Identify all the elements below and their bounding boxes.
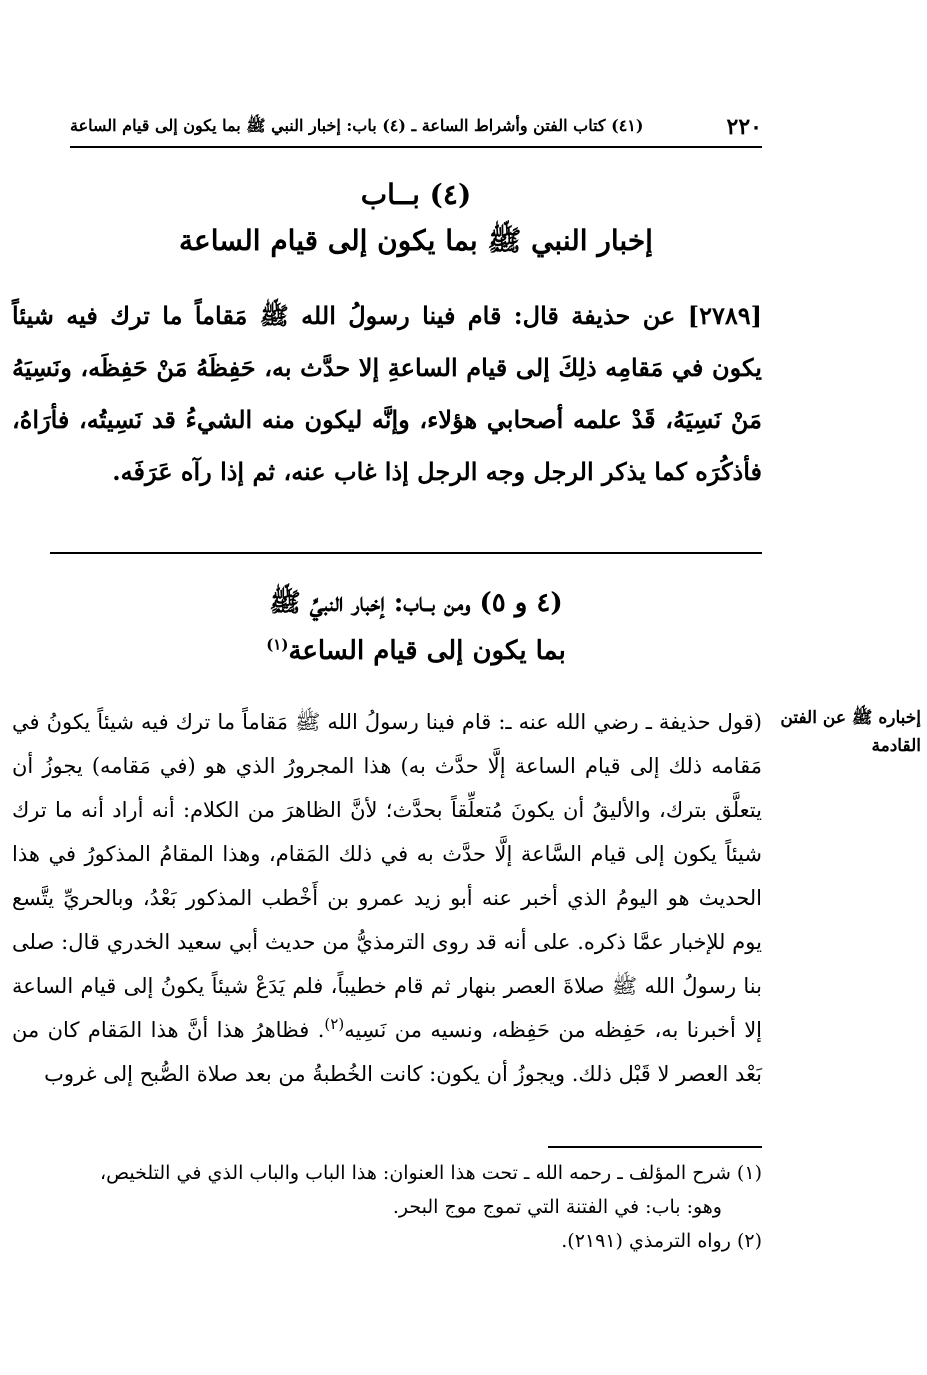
chapter-number: (٤) بــاب (360, 178, 472, 211)
commentary-body: (قول حذيفة ـ رضي الله عنه ـ: قام فينا رسولُ الله ﷺ مَقاماً ما ترك فيه شيئاً يكونُ في مَقامه ذلك إلى قيام الساعة إلَّا حدَّث به) هذا المجرورُ الذي هو (في مَقامه) يجوزُ أن يتعلَّق بترك، والأليقُ أن يكونَ مُتعلِّقاً بحدَّث؛ لأنَّ الظاهرَ من الكلام: أنه أراد أنه ما ترك شيئاً يكون إلى قيام السَّاعة إلَّا حدَّث به في ذلك المَقام، وهذا المقامُ المذكورُ في هذا الحديث هو اليومُ الذي أخبر عنه أبو زيد عمرو بن أَخْطب المذكور بَعْدُ، وبالحريِّ يتَّسع يوم للإخبار عمَّا ذكره. على أنه قد روى الترمذيُّ من حديث أبي سعيد الخدري قال: صلى بنا رسولُ الله ﷺ صلاةَ العصر بنهار ثم قام خطيباً، فلم يَدَعْ شيئاً يكونُ إلى قيام الساعة إلا أخبرنا به، حَفِظه من حَفِظه، ونسيه من نَسِيه (12, 710, 763, 1042)
footnotes (12, 1156, 762, 1258)
commentary-text (12, 700, 762, 1096)
header-rule (70, 146, 762, 148)
commentary-tail: . فظاهرُ هذا أنَّ هذا المَقام كان من بَعْد العصر لا قَبْل ذلك. ويجوزُ أن يكون: كانت الخُطبةُ من بعد صلاة الصُّبح إلى غروب (12, 1018, 762, 1086)
footnote-1-line2: وهو: باب: في الفتنة التي تموج موج البحر. (392, 1196, 722, 1218)
running-head-title: (٤١) كتاب الفتن وأشراط الساعة ـ (٤) باب: إخبار النبي ﷺ بما يكون إلى قيام الساعة (70, 115, 644, 135)
page-number: ٢٢٠ (726, 114, 762, 140)
commentary-title-text: بما يكون إلى قيام الساعة (288, 636, 566, 666)
chapter-title: إخبار النبي ﷺ بما يكون إلى قيام الساعة (179, 224, 653, 257)
footnote-1-line1: (١) شرح المؤلف ـ رحمه الله ـ تحت هذا العنوان: هذا الباب والباب الذي في التلخيص، (99, 1162, 762, 1184)
footnote-ref-2: (٢) (324, 1015, 345, 1033)
footnote-2: (٢) رواه الترمذي (٢١٩١). (561, 1230, 762, 1252)
running-head (70, 112, 762, 142)
margin-note: إخباره ﷺ عن الفتن القادمة (780, 708, 921, 756)
section-divider (50, 552, 762, 554)
footnote-ref-1: (١) (266, 635, 289, 654)
hadith-text: [٢٧٨٩] عن حذيفة قال: قام فينا رسولُ الله ﷺ مَقاماً ما ترك فيه شيئاً يكون في مَقامِه ذلِكَ إلى قيام الساعةِ إلا حدَّث به، حَفِظَهُ مَنْ حَفِظَه، ونَسِيَهُ مَنْ نَسِيَهُ، قَدْ علمه أصحابي هؤلاء، وإنَّه ليكون منه الشيءُ قد نَسِيتُه، فأرَاهُ، فأذكُرَه كما يذكر الرجل وجه الرجل إذا غاب عنه، ثم إذا رآه عَرَفَه. (12, 301, 762, 486)
footnote-rule (548, 1146, 762, 1148)
commentary-title-line2 (70, 636, 762, 666)
commentary-title-line1: (٤ و ٥) ومن بــاب: إخبار النبيِّ ﷺ (269, 588, 563, 618)
